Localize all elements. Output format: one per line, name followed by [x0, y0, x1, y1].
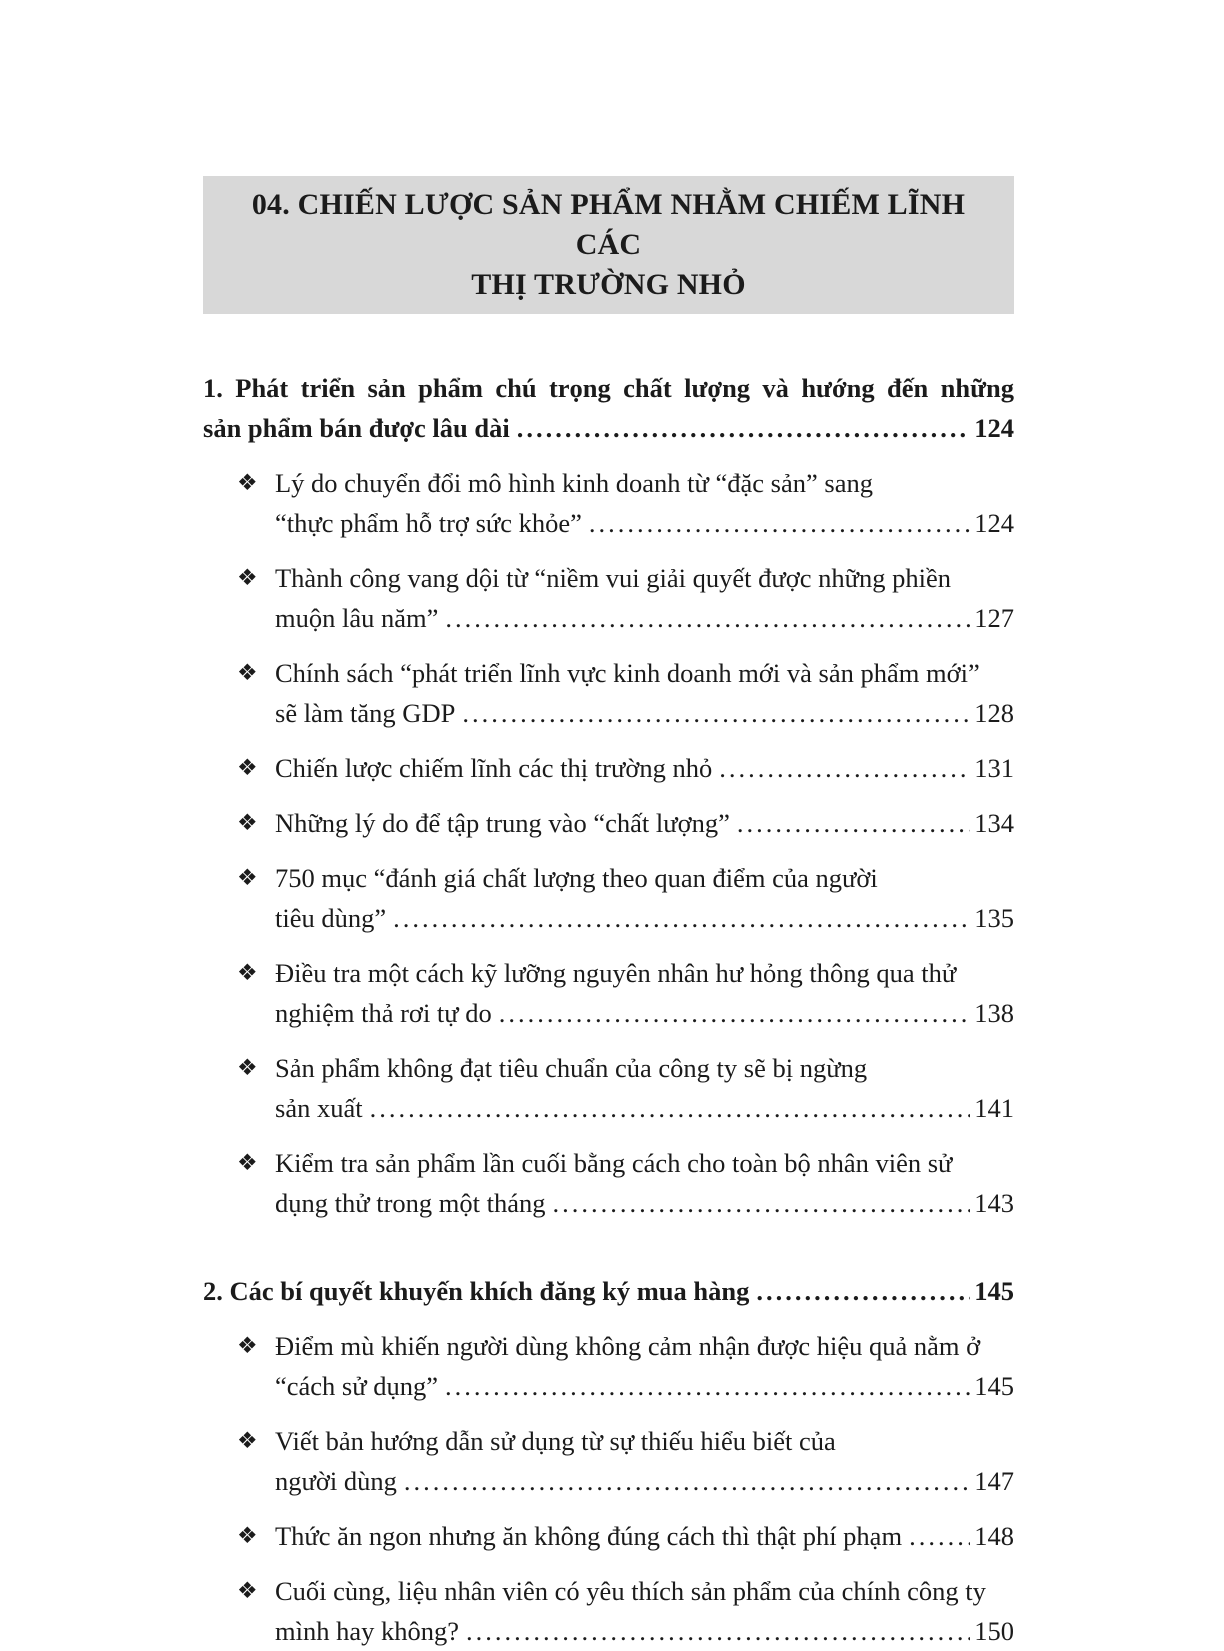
toc-entry-last-line: [275, 1461, 1014, 1501]
toc-entry-line: sản phẩm bán được lâu dài: [203, 413, 510, 443]
toc-entry: [203, 653, 1014, 733]
toc-entry-line: sẽ làm tăng GDP: [275, 698, 456, 728]
chapter-title-banner: [203, 176, 1014, 314]
toc-entry-line: nghiệm thả rơi tự do: [275, 998, 492, 1028]
toc-entry-last-line: [275, 598, 1014, 638]
toc-list: [203, 368, 1014, 1651]
section-heading: [203, 1271, 1014, 1311]
toc-entry-line: Sản phẩm không đạt tiêu chuẩn của công ty sẽ bị ngừng: [275, 1053, 868, 1083]
section-heading: [203, 368, 1014, 448]
toc-entry-line: tiêu dùng”: [275, 903, 387, 933]
toc-entry-body: [275, 1326, 1014, 1406]
toc-entry-line: “cách sử dụng”: [275, 1371, 438, 1401]
toc-entry-body: [275, 1516, 1014, 1556]
toc-entry: [203, 953, 1014, 1033]
toc-entry-body: [275, 463, 1014, 543]
toc-entry-last-line: [275, 503, 1014, 543]
page-number: 135: [974, 903, 1014, 933]
diamond-bullet-icon: ❖: [237, 755, 258, 780]
dot-leader: [499, 993, 970, 1033]
dot-leader: [404, 1461, 970, 1501]
page-number: 147: [974, 1466, 1014, 1496]
toc-entry: [203, 1143, 1014, 1223]
page-number: 138: [974, 998, 1014, 1028]
chapter-title-line-1: 04. CHIẾN LƯỢC SẢN PHẨM NHẰM CHIẾM LĨNH CÁC: [251, 188, 966, 261]
page-number: 124: [974, 413, 1014, 443]
dot-leader: [462, 693, 970, 733]
toc-entry-line: Viết bản hướng dẫn sử dụng từ sự thiếu hiểu biết của: [275, 1426, 836, 1456]
toc-entry-last-line: [275, 803, 1014, 843]
dot-leader: [445, 1366, 970, 1406]
dot-leader: [466, 1611, 970, 1651]
toc-entry-body: [275, 858, 1014, 938]
page-number: 145: [974, 1371, 1014, 1401]
dot-leader: [445, 598, 970, 638]
page-number: 134: [974, 808, 1014, 838]
toc-entry-body: [275, 1143, 1014, 1223]
toc-entry-last-line: [203, 1271, 1014, 1311]
toc-entry-line: Thức ăn ngon nhưng ăn không đúng cách thì thật phí phạm: [275, 1521, 903, 1551]
diamond-bullet-icon: ❖: [237, 660, 258, 685]
toc-entry: [203, 748, 1014, 788]
diamond-bullet-icon: ❖: [237, 1055, 258, 1080]
dot-leader: [517, 408, 971, 448]
toc-entry-line: Điểm mù khiến người dùng không cảm nhận được hiệu quả nằm ở: [275, 1331, 981, 1361]
dot-leader: [909, 1516, 970, 1556]
toc-entry-line: Cuối cùng, liệu nhân viên có yêu thích sản phẩm của chính công ty: [275, 1576, 986, 1606]
toc-entry-last-line: [275, 1183, 1014, 1223]
toc-entry-last-line: [203, 408, 1014, 448]
toc-entry-line: Chiến lược chiếm lĩnh các thị trường nhỏ: [275, 753, 713, 783]
dot-leader: [370, 1088, 971, 1128]
dot-leader: [719, 748, 970, 788]
page-number: 150: [974, 1616, 1014, 1646]
toc-entry: [203, 558, 1014, 638]
dot-leader: [553, 1183, 971, 1223]
toc-entry-line: Thành công vang dội từ “niềm vui giải quyết được những phiền: [275, 563, 952, 593]
toc-entry: [203, 1516, 1014, 1556]
diamond-bullet-icon: ❖: [237, 865, 258, 890]
toc-entry-line: Chính sách “phát triển lĩnh vực kinh doanh mới và sản phẩm mới”: [275, 658, 980, 688]
diamond-bullet-icon: ❖: [237, 1523, 258, 1548]
toc-entry-line: dụng thử trong một tháng: [275, 1188, 546, 1218]
dot-leader: [737, 803, 970, 843]
toc-entry-line: 750 mục “đánh giá chất lượng theo quan điểm của người: [275, 863, 878, 893]
toc-entry-last-line: [275, 1516, 1014, 1556]
diamond-bullet-icon: ❖: [237, 470, 258, 495]
page-number: 128: [974, 698, 1014, 728]
diamond-bullet-icon: ❖: [237, 1333, 258, 1358]
toc-entry: [203, 1421, 1014, 1501]
toc-entry-line: mình hay không?: [275, 1616, 459, 1646]
toc-entry-body: [275, 558, 1014, 638]
toc-entry-body: [275, 653, 1014, 733]
page-number: 143: [974, 1188, 1014, 1218]
toc-entry-line: sản xuất: [275, 1093, 363, 1123]
toc-entry-body: [275, 953, 1014, 1033]
toc-entry: [203, 463, 1014, 543]
toc-entry-body: [275, 1048, 1014, 1128]
diamond-bullet-icon: ❖: [237, 1150, 258, 1175]
toc-entry-last-line: [275, 1088, 1014, 1128]
toc-entry-body: [275, 1421, 1014, 1501]
toc-entry-last-line: [275, 693, 1014, 733]
toc-entry: [203, 1571, 1014, 1651]
toc-entry-line: người dùng: [275, 1466, 397, 1496]
toc-entry-line: 2. Các bí quyết khuyến khích đăng ký mua hàng: [203, 1276, 750, 1306]
diamond-bullet-icon: ❖: [237, 810, 258, 835]
dot-leader: [589, 503, 970, 543]
diamond-bullet-icon: ❖: [237, 565, 258, 590]
toc-entry-last-line: [275, 748, 1014, 788]
page-number: 127: [974, 603, 1014, 633]
diamond-bullet-icon: ❖: [237, 960, 258, 985]
page-number: 124: [974, 508, 1014, 538]
toc-entry: [203, 803, 1014, 843]
dot-leader: [393, 898, 970, 938]
toc-entry-line: Lý do chuyển đổi mô hình kinh doanh từ “đặc sản” sang: [275, 468, 873, 498]
toc-entry-last-line: [275, 993, 1014, 1033]
diamond-bullet-icon: ❖: [237, 1578, 258, 1603]
toc-entry-last-line: [275, 898, 1014, 938]
toc-entry-body: [275, 748, 1014, 788]
chapter-title-line-2: THỊ TRƯỜNG NHỎ: [471, 268, 746, 301]
toc-entry: [203, 1048, 1014, 1128]
dot-leader: [756, 1271, 970, 1311]
toc-entry-line: muộn lâu năm”: [275, 603, 439, 633]
toc-entry: [203, 858, 1014, 938]
toc-entry-line: 1. Phát triển sản phẩm chú trọng chất lượng và hướng đến những: [203, 373, 1014, 403]
page-number: 148: [974, 1521, 1014, 1551]
toc-entry-line: Những lý do để tập trung vào “chất lượng”: [275, 808, 730, 838]
toc-entry-last-line: [275, 1611, 1014, 1651]
page-number: 131: [974, 753, 1014, 783]
page-number: 145: [974, 1276, 1014, 1306]
toc-entry: [203, 1326, 1014, 1406]
diamond-bullet-icon: ❖: [237, 1428, 258, 1453]
toc-entry-line: “thực phẩm hỗ trợ sức khỏe”: [275, 508, 582, 538]
toc-entry-body: [275, 1571, 1014, 1651]
toc-entry-last-line: [275, 1366, 1014, 1406]
toc-entry-line: Kiểm tra sản phẩm lần cuối bằng cách cho toàn bộ nhân viên sử: [275, 1148, 953, 1178]
page-number: 141: [974, 1093, 1014, 1123]
toc-entry-body: [275, 803, 1014, 843]
toc-entry-line: Điều tra một cách kỹ lưỡng nguyên nhân hư hỏng thông qua thử: [275, 958, 957, 988]
